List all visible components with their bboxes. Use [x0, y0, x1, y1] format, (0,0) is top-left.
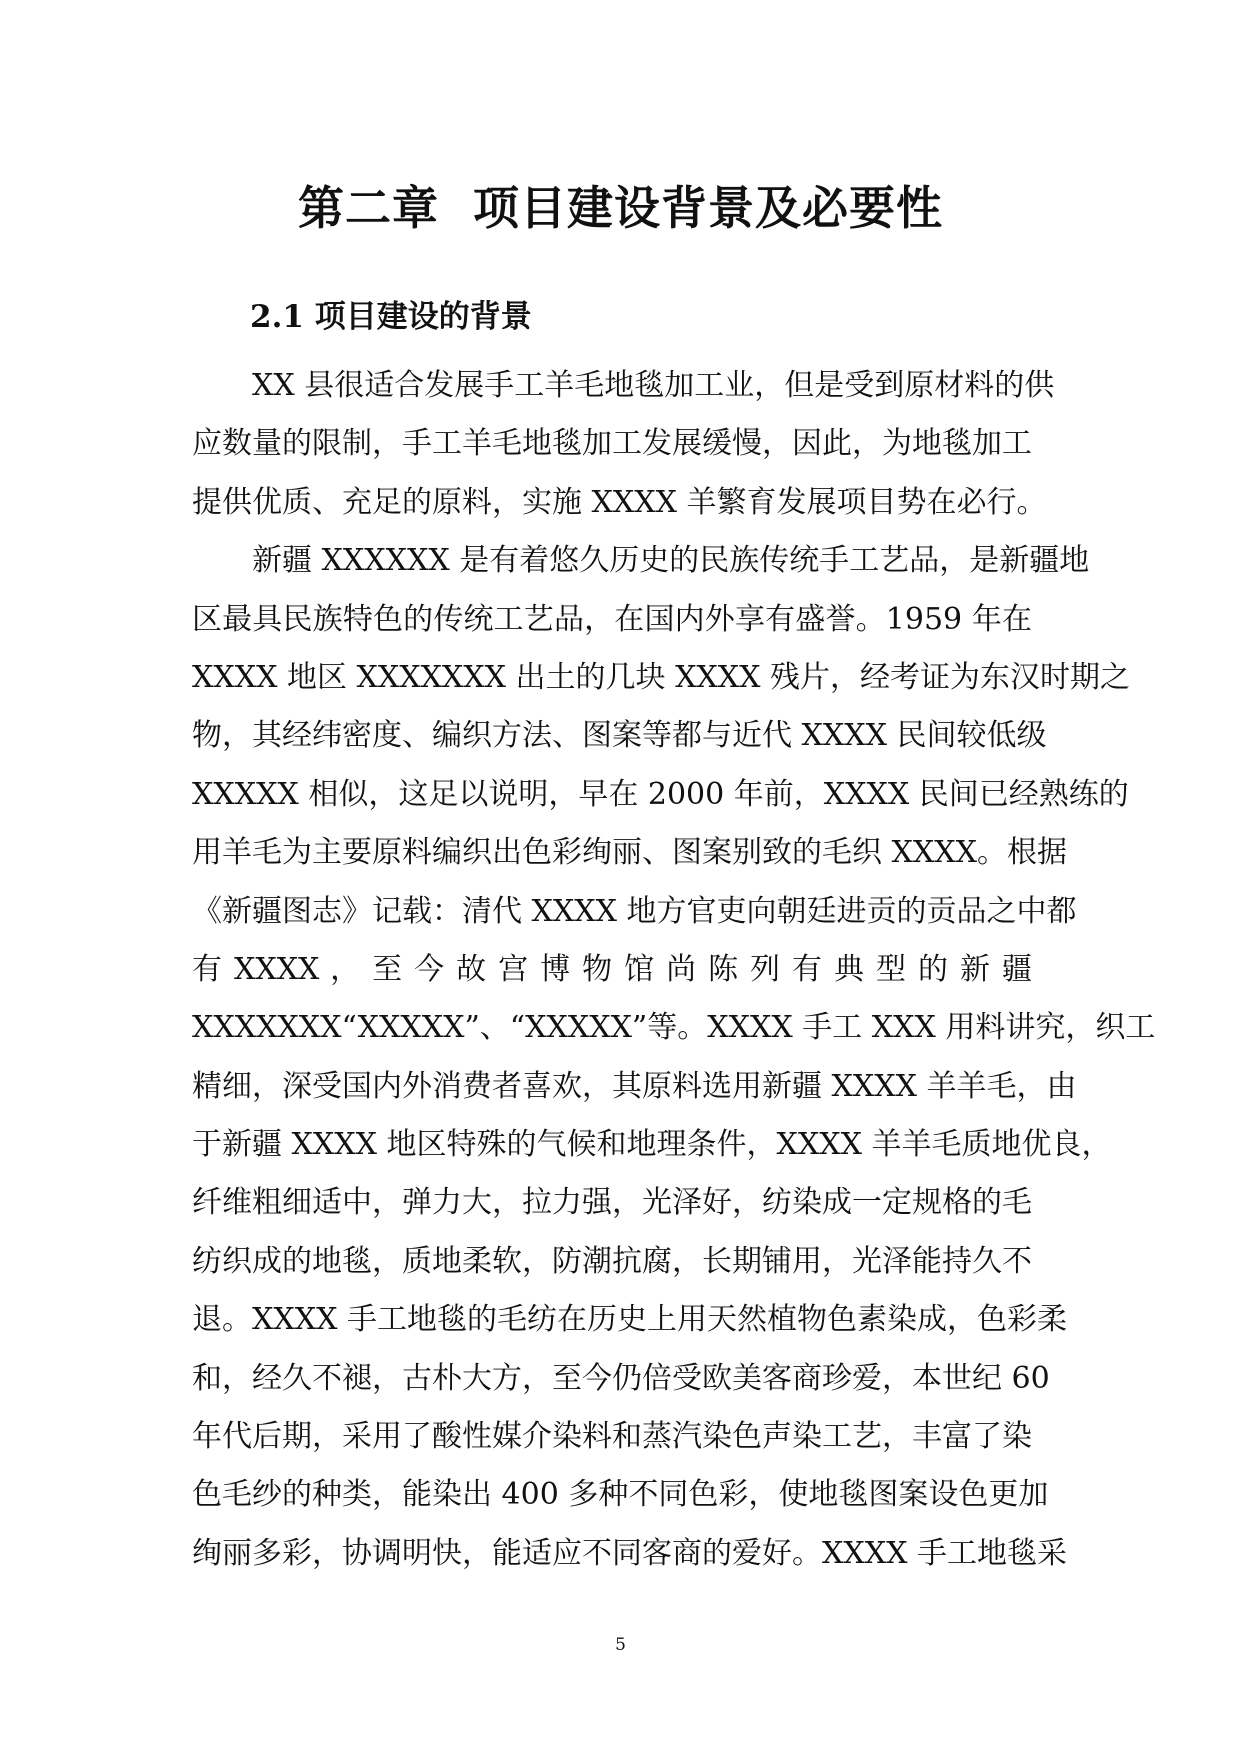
paragraph-line: XXXXX 相似，这足以说明，早在 2000 年前，XXXX 民间已经熟练的 — [192, 776, 1129, 812]
paragraph-line: 精细，深受国内外消费者喜欢，其原料选用新疆 XXXX 羊羊毛，由 — [192, 1068, 1077, 1104]
paragraph-line: 年代后期，采用了酸性媒介染料和蒸汽染色声染工艺，丰富了染 — [192, 1419, 1032, 1455]
paragraph-line: XXXXXXX“XXXXX”、“XXXXX”等。XXXX 手工 XXX 用料讲究，织工 — [192, 1010, 1156, 1046]
chapter-title: 第二章 项目建设背景及必要性 — [297, 181, 944, 235]
paragraph-line: 用羊毛为主要原料编织出色彩绚丽、图案别致的毛织 XXXX。根据 — [192, 835, 1067, 871]
paragraph-line: 纺织成的地毯，质地柔软，防潮抗腐，长期铺用，光泽能持久不 — [192, 1243, 1032, 1279]
paragraph-line: XXXX 地区 XXXXXXX 出土的几块 XXXX 残片，经考证为东汉时期之 — [192, 659, 1131, 695]
paragraph-line: 提供优质、充足的原料，实施 XXXX 羊繁育发展项目势在必行。 — [192, 484, 1047, 520]
paragraph-line: 有 XXXX ， 至 今 故 宫 博 物 馆 尚 陈 列 有 典 型 的 新 疆 — [192, 951, 1032, 987]
paragraph-line: 和，经久不褪，古朴大方，至今仍倍受欧美客商珍爱，本世纪 60 — [192, 1360, 1050, 1396]
body-text — [192, 357, 1156, 1583]
paragraph-line: 物，其经纬密度、编织方法、图案等都与近代 XXXX 民间较低级 — [192, 718, 1047, 754]
paragraph-line: 纤维粗细适中，弹力大，拉力强，光泽好，纺染成一定规格的毛 — [192, 1185, 1032, 1221]
paragraph-line: 应数量的限制，手工羊毛地毯加工发展缓慢，因此，为地毯加工 — [192, 426, 1032, 462]
section-heading: 2.1 项目建设的背景 — [250, 299, 532, 335]
paragraph-line: XX 县很适合发展手工羊毛地毯加工业，但是受到原材料的供 — [252, 368, 1055, 403]
paragraph-line: 绚丽多彩，协调明快，能适应不同客商的爱好。XXXX 手工地毯采 — [192, 1535, 1067, 1571]
paragraph-line: 《新疆图志》记载：清代 XXXX 地方官吏向朝廷进贡的贡品之中都 — [192, 893, 1077, 929]
paragraph-line: 新疆 XXXXXX 是有着悠久历史的民族传统手工艺品，是新疆地 — [252, 543, 1090, 579]
paragraph-line: 于新疆 XXXX 地区特殊的气候和地理条件，XXXX 羊羊毛质地优良， — [192, 1127, 1112, 1163]
paragraph-line: 区最具民族特色的传统工艺品，在国内外享有盛誉。1959 年在 — [192, 601, 1032, 637]
paragraph-line: 色毛纱的种类，能染出 400 多种不同色彩，使地毯图案设色更加 — [192, 1477, 1049, 1513]
page-number: 5 — [615, 1635, 626, 1655]
paragraph-line: 退。XXXX 手工地毯的毛纺在历史上用天然植物色素染成，色彩柔 — [192, 1302, 1067, 1338]
